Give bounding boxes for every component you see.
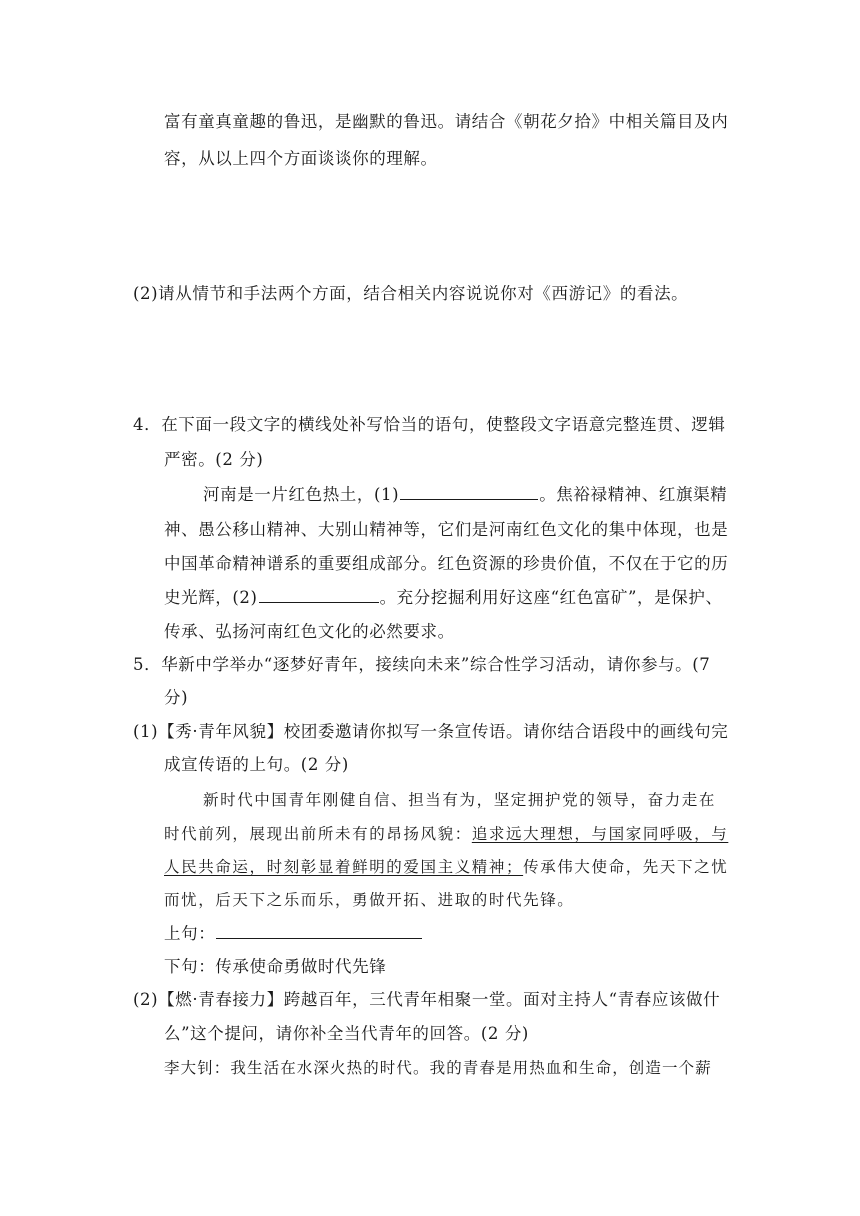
fill-blank-2[interactable] xyxy=(259,586,379,603)
question-4-passage-line-5: 传承、弘扬河南红色文化的必然要求。 xyxy=(164,622,455,641)
passage-text: 传承伟大使命，先天下之忧 xyxy=(523,858,729,876)
question-4-passage-line-3: 中国革命精神谱系的重要组成部分。红色资源的珍贵价值，不仅在于它的历 xyxy=(164,554,729,573)
question-5-2-prompt-line-2: 么”这个提问，请你补全当代青年的回答。(2 分) xyxy=(164,1024,529,1043)
quoted-passage-line-1: 新时代中国青年刚健自信、担当有为，坚定拥护党的领导，奋力走在 xyxy=(203,791,717,809)
question-5-2-prompt-line-1: (2)【燃·青春接力】跨越百年，三代青年相聚一堂。面对主持人“青春应该做什 xyxy=(133,990,721,1009)
question-4-prompt-line-1: 4．在下面一段文字的横线处补写恰当的语句，使整段文字语意完整连贯、逻辑 xyxy=(133,415,726,434)
underlined-sentence: 人民共命运，时刻彰显着鲜明的爱国主义精神； xyxy=(164,858,524,876)
passage-text: 时代前列，展现出前所未有的昂扬风貌： xyxy=(164,825,472,843)
question-5-prompt-line-1: 5．华新中学举办“逐梦好青年，接续向未来”综合性学习活动，请你参与。(7 xyxy=(133,655,711,674)
lower-line-text: 下句：传承使命勇做时代先锋 xyxy=(164,957,387,976)
question-4-passage-line-1 xyxy=(203,483,727,507)
quoted-passage-line-2 xyxy=(164,822,728,846)
quoted-passage-line-3 xyxy=(164,855,728,879)
question-3-2-prompt: (2)请从情节和手法两个方面，结合相关内容说说你对《西游记》的看法。 xyxy=(133,284,689,303)
upper-line-blank[interactable] xyxy=(216,922,422,939)
question-4-prompt-line-2: 严密。(2 分) xyxy=(164,450,264,469)
fill-blank-1[interactable] xyxy=(400,483,538,500)
upper-line-label: 上句： xyxy=(164,924,216,943)
underlined-sentence: 追求远大理想，与国家同呼吸，与 xyxy=(471,825,729,843)
question-3-1-text-line-1: 富有童真童趣的鲁迅，是幽默的鲁迅。请结合《朝花夕拾》中相关篇目及内 xyxy=(164,112,729,131)
question-5-1-prompt-line-2: 成宣传语的上句。(2 分) xyxy=(164,755,349,774)
question-5-1-prompt-line-1: (1)【秀·青年风貌】校团委邀请你拟写一条宣传语。请你结合语段中的画线句完 xyxy=(133,722,729,741)
upper-line-answer xyxy=(164,922,423,946)
passage-text: 。充分挖掘利用好这座“红色富矿”，是保护、 xyxy=(379,588,723,607)
quoted-passage-line-4: 而忧，后天下之乐而乐，勇做开拓、进取的时代先锋。 xyxy=(164,891,575,909)
question-4-passage-line-4 xyxy=(164,586,723,610)
question-4-passage-line-2: 神、愚公移山精神、大别山精神等，它们是河南红色文化的集中体现，也是 xyxy=(164,520,729,539)
passage-text: 河南是一片红色热土，(1) xyxy=(203,485,400,504)
passage-text: 史光辉，(2) xyxy=(164,588,258,607)
li-dazhao-line: 李大钊：我生活在水深火热的时代。我的青春是用热血和生命，创造一个薪 xyxy=(164,1059,712,1077)
question-5-prompt-line-2: 分) xyxy=(164,688,189,707)
passage-text: 。焦裕禄精神、红旗渠精 xyxy=(539,485,728,504)
question-3-1-text-line-2: 容，从以上四个方面谈谈你的理解。 xyxy=(164,149,438,168)
